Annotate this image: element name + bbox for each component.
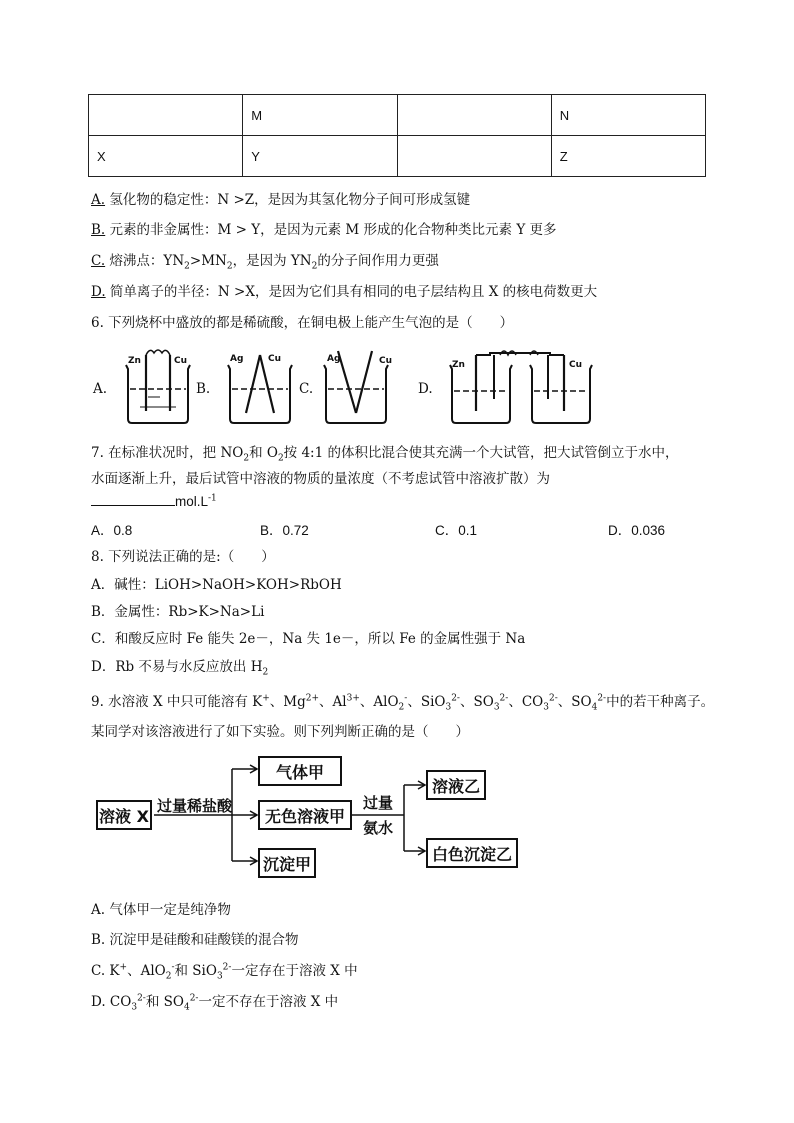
q7-option-c: C．0.1: [435, 523, 478, 538]
table-cell: Y: [243, 136, 397, 177]
element-position-table: [88, 94, 706, 177]
q6-label-d: D.: [418, 381, 433, 397]
table-cell: M: [243, 95, 397, 136]
table-cell: X: [89, 136, 243, 177]
flow-label-reagent2-a: 过量: [363, 794, 394, 812]
q6-label-c: C.: [299, 381, 314, 397]
q9-line1: 9. 水溶液 X 中只可能溶有 K+、$Mg^{2+}$、$Al^{3+}$、AlO$_2$-、SiO$_3^{2-}$、$SO_3^{2-}$、$CO_3^{2-}$、$SO_4^{2-}$中的若干种离子。: [91, 693, 715, 713]
beaker-diagrams: [110, 345, 610, 425]
flow-box-solution2: 溶液乙: [426, 770, 486, 800]
q6-label-b: B.: [196, 381, 211, 397]
q7-option-d: D．0.036: [608, 523, 666, 538]
table-cell: N: [551, 95, 705, 136]
flow-box-solution: 无色溶液甲: [258, 800, 352, 830]
q7-option-b: B．0.72: [260, 523, 309, 538]
q8-stem: 8. 下列说法正确的是:（ ）: [91, 549, 275, 565]
electrode-label: Ag: [327, 354, 341, 364]
flow-box-white-precipitate: 白色沉淀乙: [426, 838, 518, 868]
electrode-label: Cu: [569, 360, 583, 370]
q9-option-d: D. $CO_3^{2-}$和 $SO_4^{2-}$一定不存在于溶液 X 中: [91, 993, 339, 1013]
table-row: [89, 95, 706, 136]
q5-option-b: B. 元素的非金属性：M > Y，是因为元素 M 形成的化合物种类比元素 Y 更多: [91, 222, 557, 238]
table-cell: [89, 95, 243, 136]
q9-option-b: B. 沉淀甲是硅酸和硅酸镁的混合物: [91, 932, 299, 948]
flow-box-solution-x: 溶液 X: [96, 800, 152, 830]
q8-option-d: D．Rb 不易与水反应放出 $H_2$: [91, 659, 269, 678]
flow-box-gas: 气体甲: [258, 756, 342, 786]
table-cell: Z: [551, 136, 705, 177]
answer-blank: [91, 493, 175, 506]
q7-line1: 7. 在标准状况时，把 $NO_2$和 $O_2$按 4:1 的体积比混合使其充满一个大试管，把大试管倒立于水中，: [91, 445, 679, 464]
table-cell: [397, 95, 551, 136]
q8-option-b: B．金属性：Rb>K>Na>Li: [91, 604, 265, 620]
q5-option-c: C. 熔沸点：$YN_2>MN_2$，是因为 $YN_2$的分子间作用力更强: [91, 253, 439, 272]
electrode-label: Zn: [128, 356, 141, 366]
table-row: [89, 136, 706, 177]
q9-option-c: C. K+、AlO$_2$-和 SiO$_3^{2-}$一定存在于溶液 X 中: [91, 962, 358, 982]
electrode-label: Cu: [268, 354, 282, 364]
q5-option-d: D. 简单离子的半径：N >X，是因为它们具有相同的电子层结构且 X 的核电荷数更大: [91, 284, 598, 300]
q7-line2: 水面逐渐上升，最后试管中溶液的物质的量浓度（不考虑试管中溶液扩散）为: [91, 471, 550, 487]
electrode-label: Cu: [379, 356, 393, 366]
electrode-label: Ag: [230, 354, 244, 364]
q9-line2: 某同学对该溶液进行了如下实验。则下列判断正确的是（ ）: [91, 724, 469, 740]
q7-option-a: A．0.8: [91, 523, 133, 538]
table-cell: [397, 136, 551, 177]
q6-stem: 6. 下列烧杯中盛放的都是稀硫酸，在铜电极上能产生气泡的是（ ）: [91, 315, 514, 331]
electrode-label: Cu: [174, 356, 188, 366]
q8-option-c: C．和酸反应时 Fe 能失 2e－，Na 失 1e－，所以 Fe 的金属性强于 Na: [91, 631, 526, 647]
q5-option-a: A. 氢化物的稳定性：N >Z，是因为其氢化物分子间可形成氢键: [91, 192, 471, 208]
q7-answer-blank: $mol.L^{-1}$: [91, 493, 217, 510]
flow-label-reagent1: 过量稀盐酸: [157, 797, 233, 815]
flow-label-reagent2-b: 氨水: [363, 819, 394, 837]
q6-label-a: A.: [93, 381, 108, 397]
flow-box-precipitate: 沉淀甲: [258, 848, 316, 878]
electrode-label: Zn: [452, 360, 465, 370]
q9-option-a: A. 气体甲一定是纯净物: [91, 902, 231, 918]
q8-option-a: A．碱性：LiOH>NaOH>KOH>RbOH: [91, 577, 342, 593]
